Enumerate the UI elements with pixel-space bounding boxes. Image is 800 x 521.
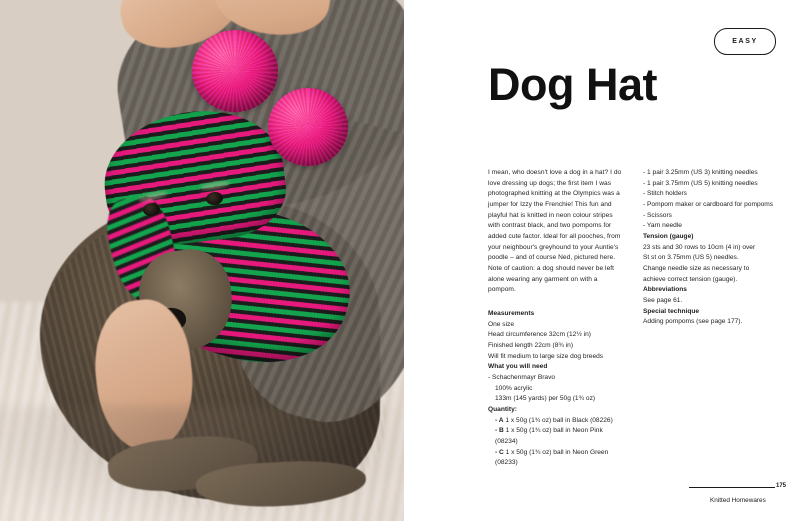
measurements-line: Head circumference 32cm (12½ in) — [488, 331, 591, 339]
section-tension — [643, 232, 780, 285]
abbreviations-heading: Abbreviations — [643, 286, 687, 294]
special-technique-lines — [643, 317, 780, 328]
quantity-letter: - C — [495, 448, 504, 456]
section-measurements — [488, 309, 625, 362]
tension-line: St st on 3.75mm (US 5) needles. — [643, 254, 739, 262]
quantity-letter: - B — [495, 427, 504, 435]
abbreviations-line: See page 61. — [643, 297, 683, 305]
quantity-text: 1 x 50g (1¾ oz) ball in Neon Green (08233) — [495, 448, 609, 467]
measurements-line: One size — [488, 320, 515, 328]
measurements-heading: Measurements — [488, 310, 535, 318]
tension-lines — [643, 243, 780, 286]
yarn-line: 100% acrylic — [495, 384, 533, 392]
yarn-line: - Schachenmayr Bravo — [488, 374, 556, 382]
notions-line: - Stitch holders — [643, 190, 687, 198]
tension-line: achieve correct tension (gauge). — [643, 275, 738, 283]
notions-line: - 1 pair 3.25mm (US 3) knitting needles — [643, 169, 758, 176]
tension-heading: Tension (gauge) — [643, 233, 694, 241]
pattern-page — [404, 0, 800, 521]
quantity-item — [488, 416, 625, 427]
notions-line: - Yarn needle — [643, 222, 682, 230]
quantity-text: 1 x 50g (1¾ oz) ball in Black (08226) — [505, 416, 613, 424]
section-special-technique — [643, 307, 780, 328]
column-right — [643, 168, 780, 469]
quantity-label: Quantity: — [488, 406, 517, 414]
notions-line: - Scissors — [643, 211, 672, 219]
page-title: Dog Hat — [488, 59, 657, 110]
running-head: Knitted Homewares — [710, 497, 766, 504]
measurements-lines — [488, 320, 625, 363]
what-you-will-need-heading: What you will need — [488, 363, 548, 371]
tension-line: Change needle size as necessary to — [643, 265, 750, 273]
notions-line: - 1 pair 3.75mm (US 5) knitting needles — [643, 179, 758, 187]
abbreviations-lines — [643, 296, 780, 307]
difficulty-label: EASY — [732, 38, 758, 45]
section-abbreviations — [643, 285, 780, 306]
quantity-item — [488, 426, 625, 447]
quantity-item — [488, 448, 625, 469]
special-technique-heading: Special technique — [643, 307, 700, 315]
intro-paragraph: I mean, who doesn't love a dog in a hat? I do love dressing up dogs; the first item I was photographed knitting at the Olympics was a jumper for Izzy the Frenchie! This fun and playful hat is knitted in neon colour stripes with contrast black, and two pompoms for added cute factor. Ideal for all pooches, from your neighbour's greyhound to your Auntie's poodle – and of course Ned, pictured here. Note of caution: a dog should never be left alone wearing any garment on with a pompom. — [488, 169, 622, 294]
pompom-left — [192, 30, 278, 112]
notions-line: - Pompom maker or cardboard for pompoms — [643, 201, 774, 209]
pompom-right — [268, 88, 348, 166]
section-needles-and-notions — [643, 168, 780, 232]
measurements-line: Will fit medium to large size dog breeds — [488, 352, 604, 360]
yarn-line: 133m (145 yards) per 50g (1¾ oz) — [495, 395, 596, 403]
footer-divider — [689, 487, 775, 488]
difficulty-badge — [714, 28, 776, 55]
quantity-letter: - A — [495, 416, 504, 424]
floor-shadow — [0, 406, 404, 521]
quantity-text: 1 x 50g (1¾ oz) ball in Neon Pink (08234) — [495, 427, 603, 446]
column-left — [488, 168, 625, 469]
special-technique-line: Adding pompoms (see page 177). — [643, 318, 743, 326]
tension-line: 23 sts and 30 rows to 10cm (4 in) over — [643, 243, 756, 251]
pattern-columns — [488, 168, 780, 469]
page-number: 175 — [776, 483, 787, 489]
measurements-line: Finished length 22cm (8¾ in) — [488, 342, 574, 350]
section-what-you-will-need — [488, 362, 625, 469]
yarn-lines — [488, 373, 625, 405]
quantity-block — [488, 405, 625, 469]
